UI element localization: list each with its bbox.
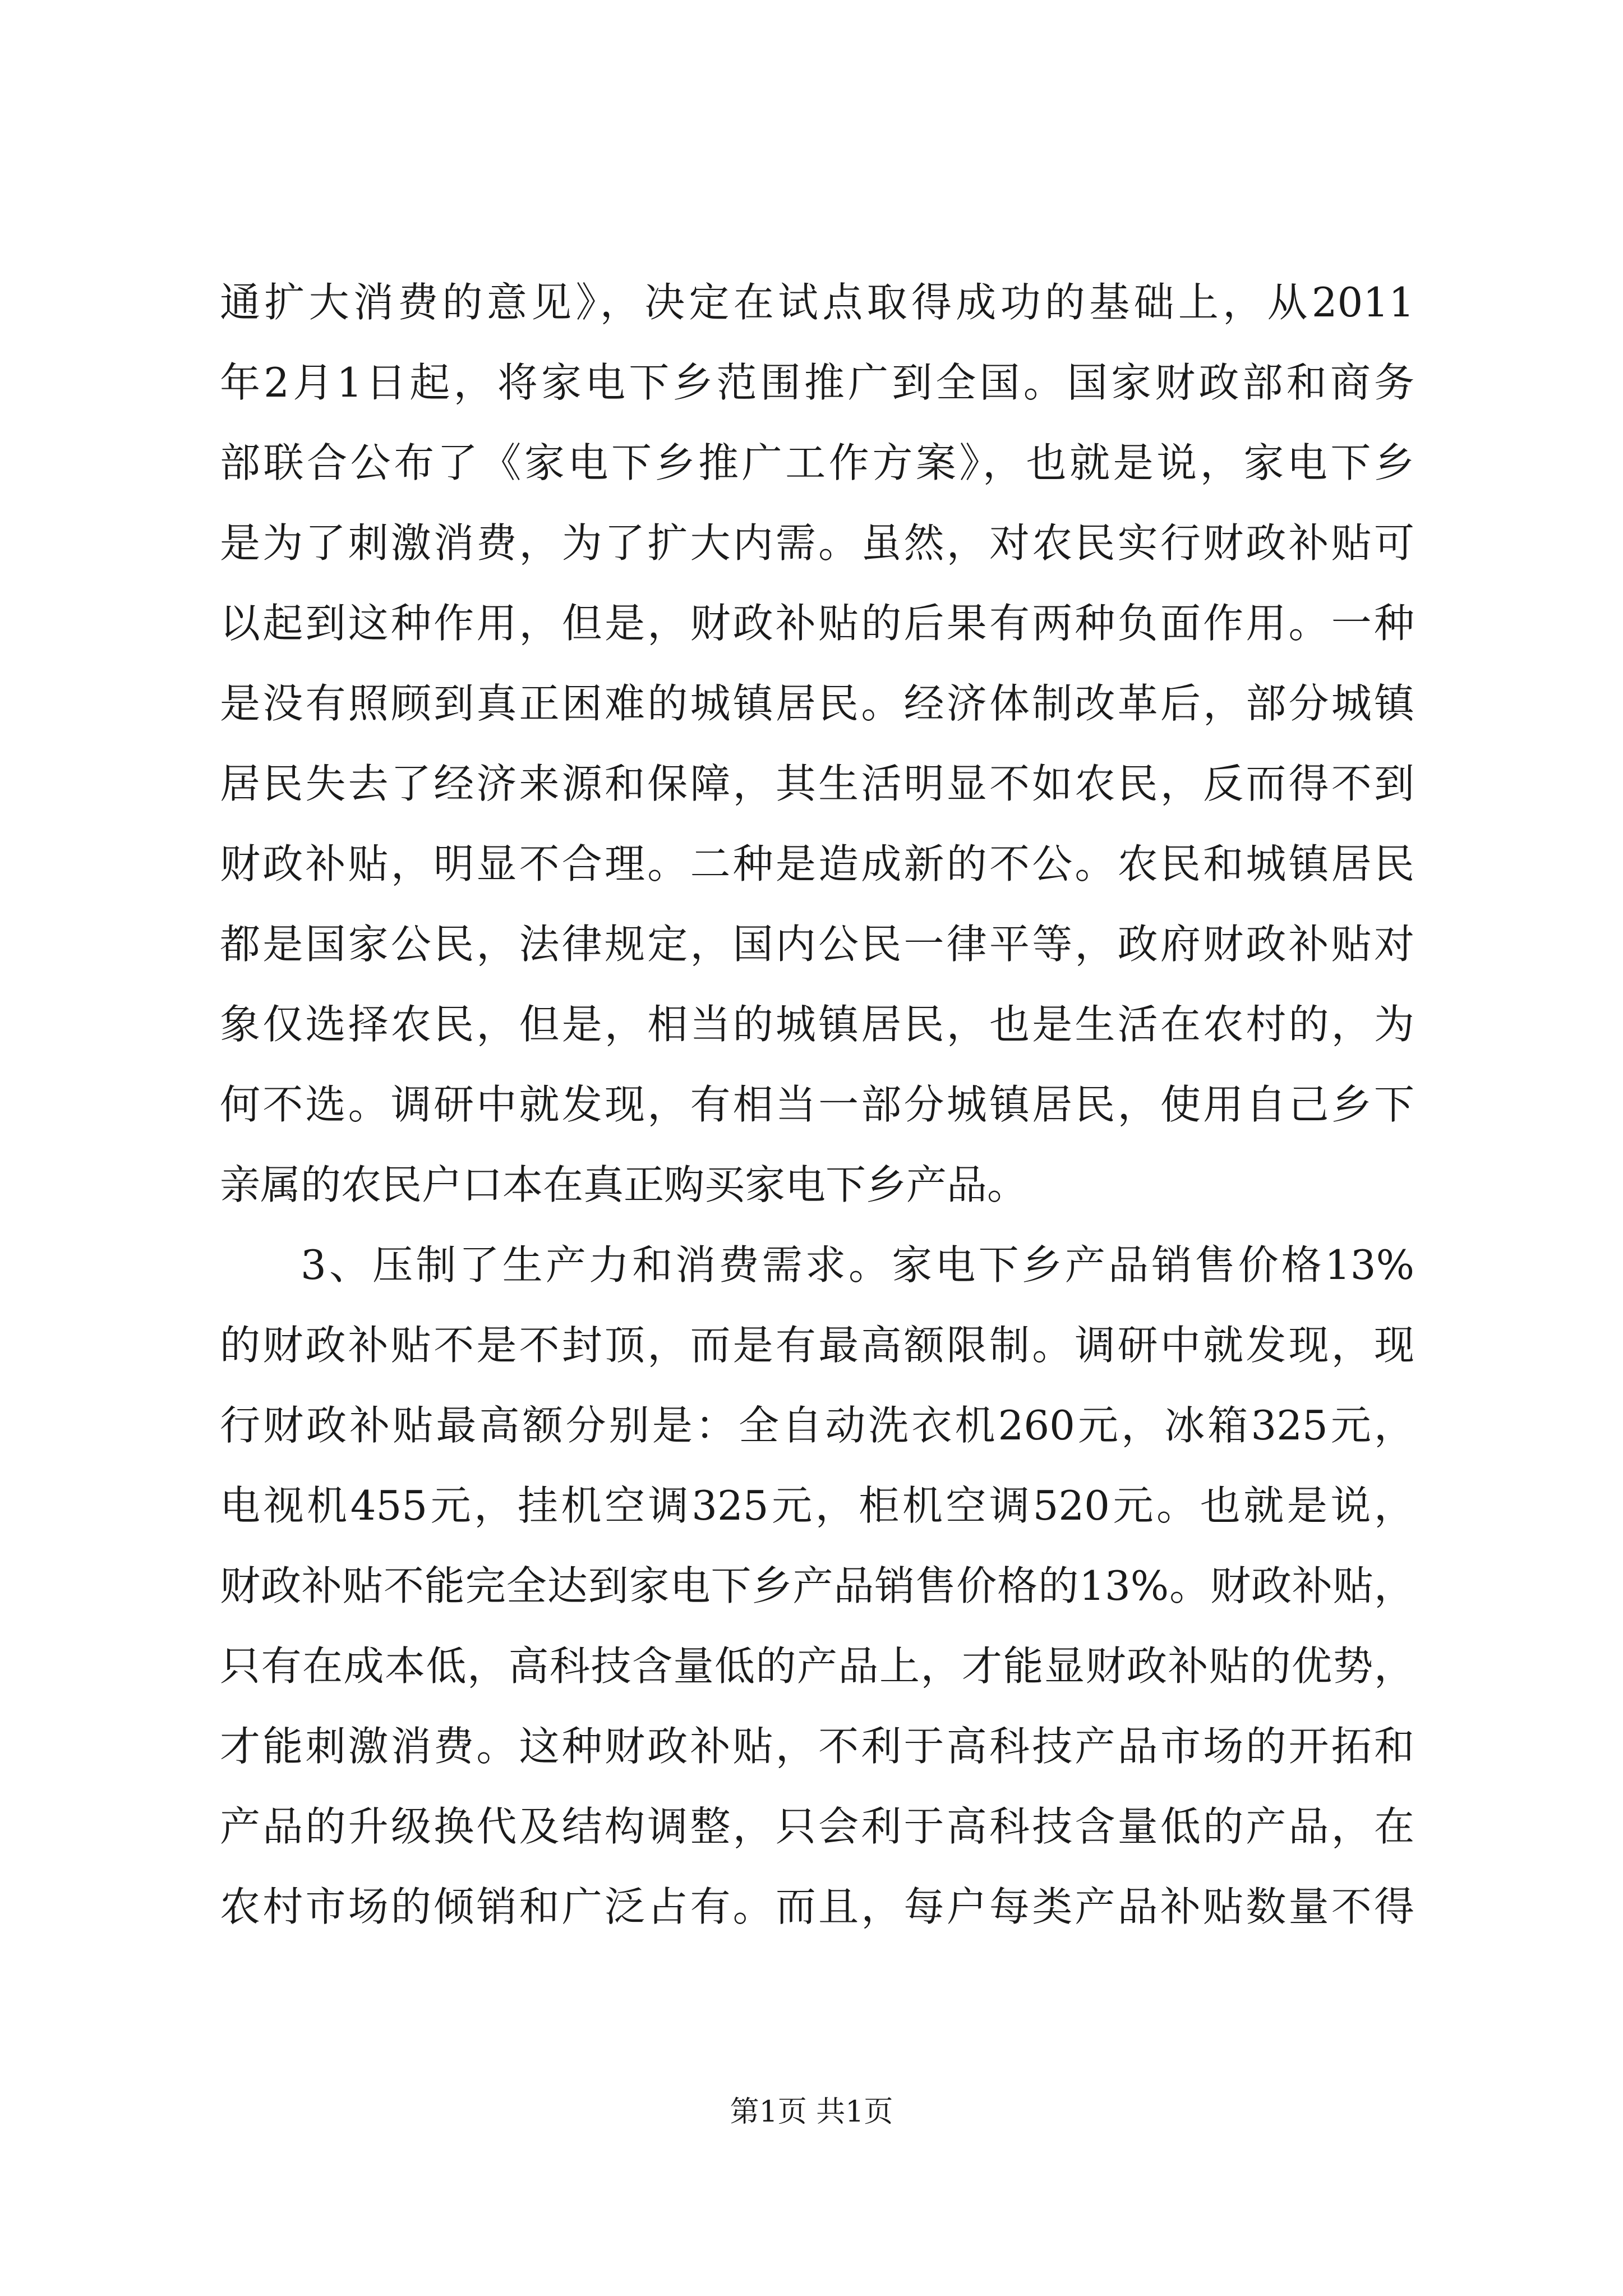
text-line: 的财政补贴不是不封顶，而是有最高额限制。调研中就发现，现 [220, 1322, 1414, 1369]
page-number-label: 第1页 共1页 [730, 2095, 893, 2129]
text-line: 只有在成本低，高科技含量低的产品上，才能显财政补贴的优势， [220, 1642, 1414, 1690]
text-line: 通扩大消费的意见》，决定在试点取得成功的基础上，从2011 [220, 279, 1414, 326]
text-line: 象仅选择农民，但是，相当的城镇居民，也是生活在农村的，为 [220, 1001, 1414, 1048]
text-line: 农村市场的倾销和广泛占有。而且，每户每类产品补贴数量不得 [220, 1883, 1414, 1930]
paragraph-start-line: 3、压制了生产力和消费需求。家电下乡产品销售价格13% [301, 1241, 1414, 1289]
text-line: 何不选。调研中就发现，有相当一部分城镇居民，使用自己乡下 [220, 1081, 1414, 1128]
page-footer [0, 2090, 1623, 2134]
text-line: 电视机455元，挂机空调325元，柜机空调520元。也就是说， [220, 1482, 1414, 1529]
text-line: 都是国家公民，法律规定，国内公民一律平等，政府财政补贴对 [220, 921, 1414, 968]
text-line: 产品的升级换代及结构调整，只会利于高科技含量低的产品，在 [220, 1803, 1414, 1850]
text-line: 居民失去了经济来源和保障，其生活明显不如农民，反而得不到 [220, 760, 1414, 807]
text-line: 是没有照顾到真正困难的城镇居民。经济体制改革后，部分城镇 [220, 680, 1414, 727]
text-line: 以起到这种作用，但是，财政补贴的后果有两种负面作用。一种 [220, 600, 1414, 647]
text-line: 财政补贴不能完全达到家电下乡产品销售价格的13%。财政补贴， [220, 1562, 1414, 1609]
body-text [220, 263, 1414, 1947]
text-line: 才能刺激消费。这种财政补贴，不利于高科技产品市场的开拓和 [220, 1723, 1414, 1770]
text-line: 是为了刺激消费，为了扩大内需。虽然，对农民实行财政补贴可 [220, 519, 1414, 567]
text-line: 亲属的农民户口本在真正购买家电下乡产品。 [220, 1161, 1028, 1208]
text-line: 部联合公布了《家电下乡推广工作方案》，也就是说，家电下乡 [220, 439, 1414, 486]
text-line: 行财政补贴最高额分别是：全自动洗衣机260元，冰箱325元， [220, 1402, 1414, 1449]
text-line: 财政补贴，明显不合理。二种是造成新的不公。农民和城镇居民 [220, 840, 1414, 887]
text-line: 年2月1日起，将家电下乡范围推广到全国。国家财政部和商务 [220, 359, 1414, 406]
